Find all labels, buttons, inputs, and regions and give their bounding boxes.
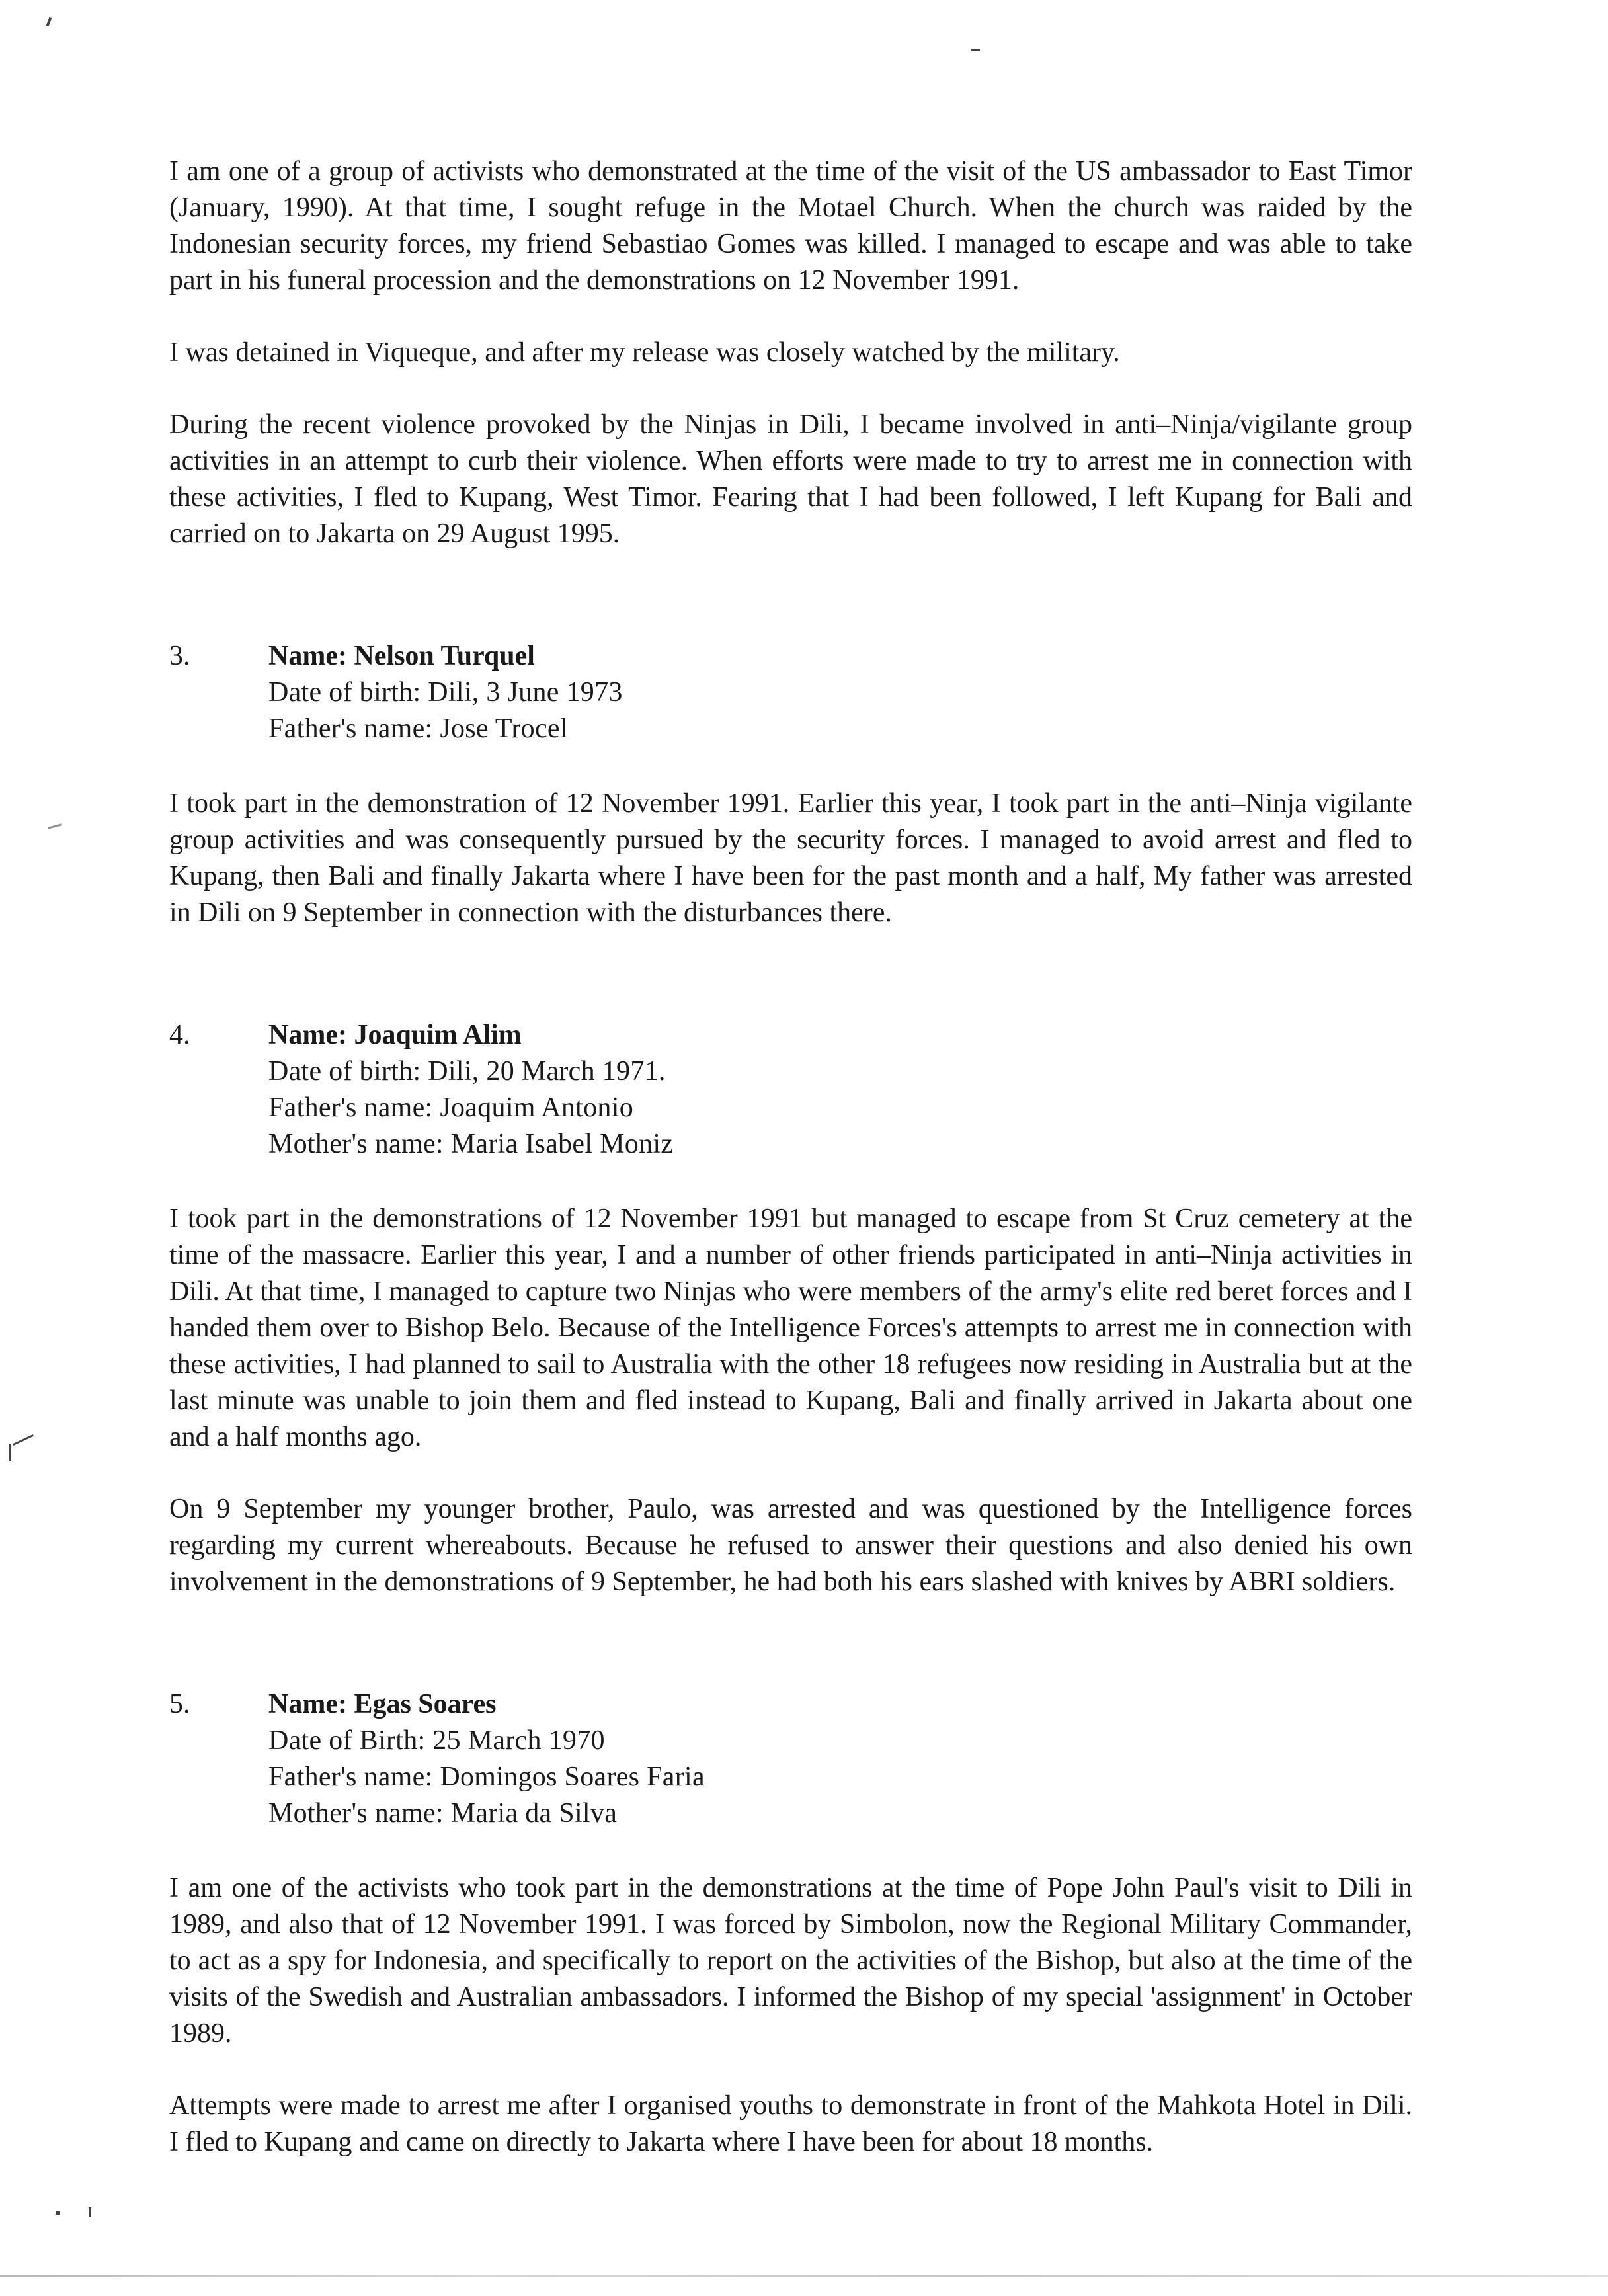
entry-header	[169, 638, 1412, 747]
entry-fields	[268, 1686, 705, 1832]
scan-mark	[971, 49, 980, 51]
entry-birth-date: Date of birth: Dili, 20 March 1971.	[268, 1056, 666, 1086]
entry-name: Name: Joaquim Alim	[268, 1020, 522, 1050]
body-paragraph: I took part in the demonstrations of 12 November 1991 but managed to escape from St Cruz cemetery at the time of the massacre. Earlier this year, I and a number of other friends participated in anti–Ninja activities in Dili. At that time, I managed to capture two Ninjas who were members of the army's elite red beret forces and I handed them over to Bishop Belo. Because of the Intelligence Forces's attempts to arrest me in connection with these activities, I had planned to sail to Australia with the other 18 refugees now residing in Australia but at the last minute was unable to join them and fled instead to Kupang, Bali and finally arrived in Jakarta about one and a half months ago.	[169, 1204, 1412, 1452]
scan-mark	[9, 1444, 11, 1461]
entry-birth-date: Date of birth: Dili, 3 June 1973	[268, 677, 623, 708]
entry-header	[169, 1017, 1412, 1163]
entry-fields	[268, 1017, 673, 1163]
entry-name: Name: Nelson Turquel	[268, 641, 535, 671]
entry-father-name: Father's name: Joaquim Antonio	[268, 1092, 634, 1123]
entry-mother-name: Mother's name: Maria da Silva	[268, 1798, 618, 1828]
entry-father-name: Father's name: Jose Trocel	[268, 714, 568, 744]
body-paragraph: Attempts were made to arrest me after I organised youths to demonstrate in front of the Mahkota Hotel in Dili. I fled to Kupang and came on directly to Jakarta where I have been for about 18 months.	[169, 2090, 1412, 2157]
entry-name: Name: Egas Soares	[268, 1689, 497, 1719]
scan-mark	[46, 17, 52, 27]
entry-birth-date: Date of Birth: 25 March 1970	[268, 1725, 605, 1756]
scan-mark	[13, 1434, 34, 1446]
body-paragraph: I am one of the activists who took part in the demonstrations at the time of Pope John Paul's visit to Dili in 1989, and also that of 12 November 1991. I was forced by Simbolon, now the Regional Military Commander, to act as a spy for Indonesia, and specifically to report on the activities of the Bishop, but also at the time of the visits of the Swedish and Australian ambassadors. I informed the Bishop of my special 'assignment' in October 1989.	[169, 1873, 1412, 2049]
body-paragraph: I am one of a group of activists who demonstrated at the time of the visit of the US ambassador to East Timor (January, 1990). At that time, I sought refuge in the Motael Church. When the church was raided by the Indonesian security forces, my friend Sebastiao Gomes was killed. I managed to escape and was able to take part in his funeral procession and the demonstrations on 12 November 1991.	[169, 156, 1412, 296]
body-paragraph: During the recent violence provoked by the Ninjas in Dili, I became involved in anti–Ninja/vigilante group activities in an attempt to curb their violence. When efforts were made to try to arrest me in connection with these activities, I fled to Kupang, West Timor. Fearing that I had been followed, I left Kupang for Bali and carried on to Jakarta on 29 August 1995.	[169, 409, 1412, 549]
scan-mark	[56, 2211, 60, 2215]
entry-header	[169, 1686, 1412, 1832]
entry-mother-name: Mother's name: Maria Isabel Moniz	[268, 1129, 674, 1159]
scan-mark	[89, 2207, 91, 2217]
entry-number: 4.	[169, 1020, 190, 1050]
body-paragraph: I was detained in Viqueque, and after my release was closely watched by the military.	[169, 337, 1120, 368]
document-page	[169, 153, 1412, 2160]
body-paragraph: On 9 September my younger brother, Paulo, was arrested and was questioned by the Intelligence forces regarding my current whereabouts. Because he refused to answer their questions and also denied his own involvement in the demonstrations of 9 September, he had both his ears slashed with knives by ABRI soldiers.	[169, 1494, 1412, 1597]
scan-edge	[0, 2275, 1608, 2277]
testimony-entry	[169, 1686, 1412, 2160]
entry-fields	[268, 638, 623, 747]
entry-number: 3.	[169, 641, 190, 671]
body-paragraph: I took part in the demonstration of 12 November 1991. Earlier this year, I took part in the anti–Ninja vigilante group activities and was consequently pursued by the security forces. I managed to avoid arrest and fled to Kupang, then Bali and finally Jakarta where I have been for the past month and a half, My father was arrested in Dili on 9 September in connection with the disturbances there.	[169, 788, 1412, 928]
entry-father-name: Father's name: Domingos Soares Faria	[268, 1762, 705, 1792]
entry-number: 5.	[169, 1689, 190, 1719]
testimony-entry	[169, 638, 1412, 931]
testimony-entry	[169, 1017, 1412, 1600]
scan-mark	[48, 823, 62, 829]
